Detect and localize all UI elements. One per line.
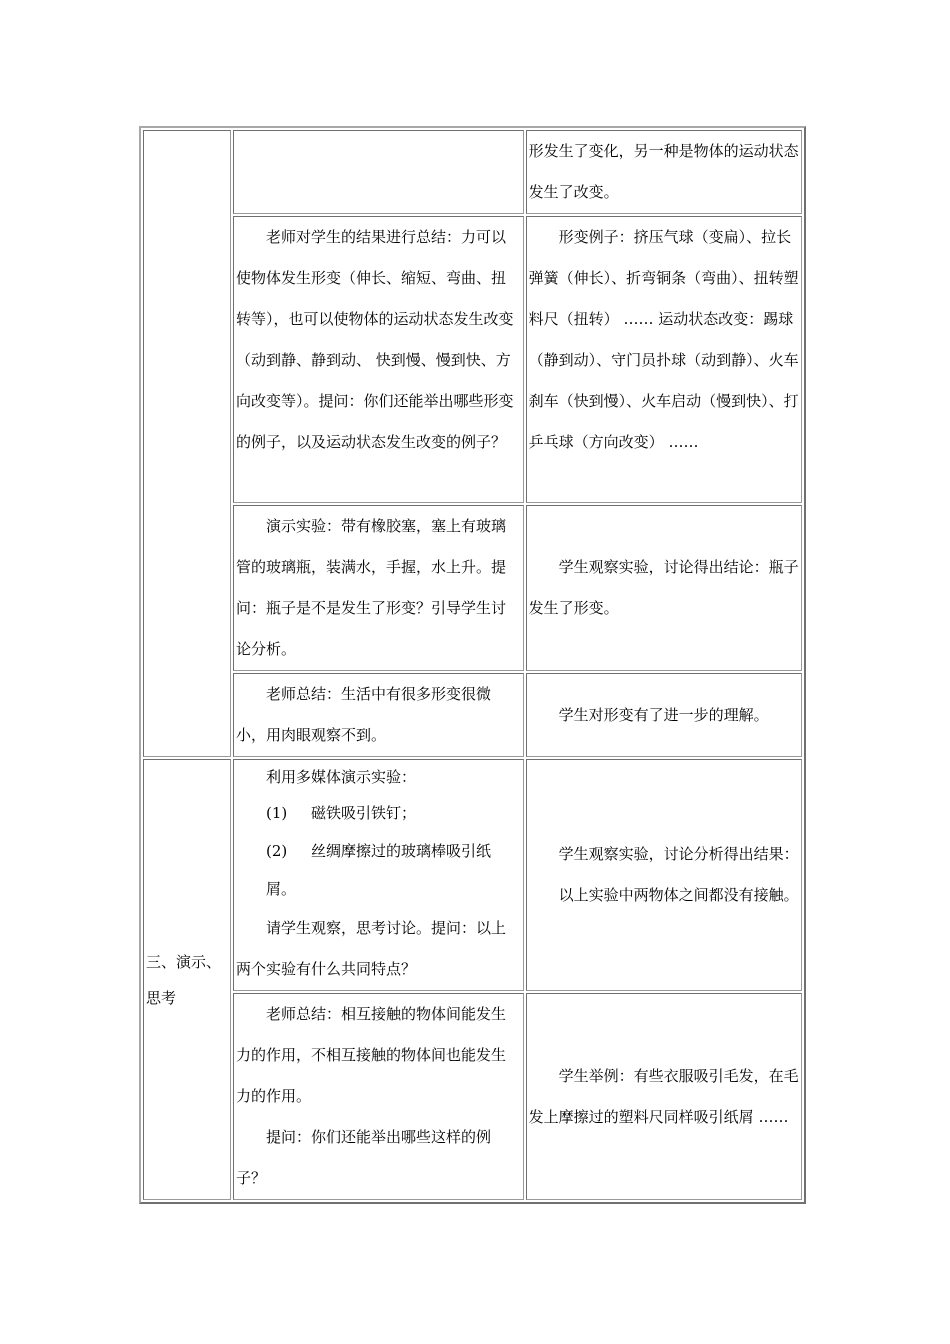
teacher-activity-cell [233,993,524,1200]
demo-item [236,794,521,832]
student-activity-text: 学生观察实验，讨论得出结论：瓶子发生了形变。 [528,558,799,617]
student-activity-cell [526,505,802,671]
table-row [143,505,802,671]
student-activity-text: 以上实验中两物体之间都没有接触。 [558,886,799,904]
demo-item-number: (1) [266,804,288,822]
teacher-activity-text: 演示实验：带有橡胶塞，塞上有玻璃管的玻璃瓶，装满水，手握，水上升。提问：瓶子是不是发生了形变？引导学生讨论分析。 [236,517,507,658]
demo-item-text: 磁铁吸引铁钉； [311,804,417,822]
student-activity-cell [526,673,802,757]
teacher-question: 请学生观察，思考讨论。提问：以上两个实验有什么共同特点？ [236,919,507,978]
teacher-activity-text: 老师总结：生活中有很多形变很微小，用肉眼观察不到。 [236,685,492,744]
teacher-activity-cell [233,759,524,991]
teacher-activity-cell [233,216,524,503]
table-row [143,993,802,1200]
table-row [143,759,802,991]
demo-item-number: (2) [266,842,288,860]
table-row [143,673,802,757]
student-activity-text: 学生对形变有了进一步的理解。 [558,705,769,724]
student-activity-text: 形发生了变化，另一种是物体的运动状态发生了改变。 [528,142,799,201]
stage-cell-demo-think [143,759,231,1200]
stage-cell-continued [143,130,231,757]
teacher-summary: 老师总结：相互接触的物体间能发生力的作用，不相互接触的物体间也能发生力的作用。 [236,1005,507,1105]
demo-item [236,832,521,908]
student-activity-text: 学生举例：有些衣服吸引毛发，在毛发上摩擦过的塑料尺同样吸引纸屑 …… [528,1066,799,1126]
teacher-activity-intro: 利用多媒体演示实验： [266,768,417,786]
demo-item-text: 丝绸摩擦过的玻璃棒吸引纸屑。 [266,842,492,898]
student-activity-cell [526,130,802,214]
teacher-activity-cell [233,130,524,214]
teacher-question: 提问：你们还能举出哪些这样的例子？ [236,1128,492,1187]
student-activity-text: 学生观察实验，讨论分析得出结果： [558,845,799,863]
table-row [143,216,802,503]
teacher-activity-cell [233,505,524,671]
stage-label: 三、演示、思考 [146,952,222,1007]
table-row [143,130,802,214]
student-activity-cell [526,216,802,503]
student-activity-text: 形变例子：挤压气球（变扁）、拉长弹簧（伸长）、折弯铜条（弯曲）、扭转塑料尺（扭转） …… 运动状态改变：踢球（静到动）、守门员扑球（动到静）、火车刹车（快到慢）、火车启动（慢到快）、打乒乓球（方向改变） …… [528,228,799,451]
teacher-activity-cell [233,673,524,757]
student-activity-cell [526,993,802,1200]
lesson-plan-table [139,126,806,1204]
teacher-activity-text: 老师对学生的结果进行总结：力可以使物体发生形变（伸长、缩短、弯曲、扭转等），也可以使物体的运动状态发生改变（动到静、静到动、 快到慢、慢到快、方向改变等）。提问：你们还能举出哪些形变的例子，以及运动状态发生改变的例子？ [236,228,514,451]
student-activity-cell [526,759,802,991]
